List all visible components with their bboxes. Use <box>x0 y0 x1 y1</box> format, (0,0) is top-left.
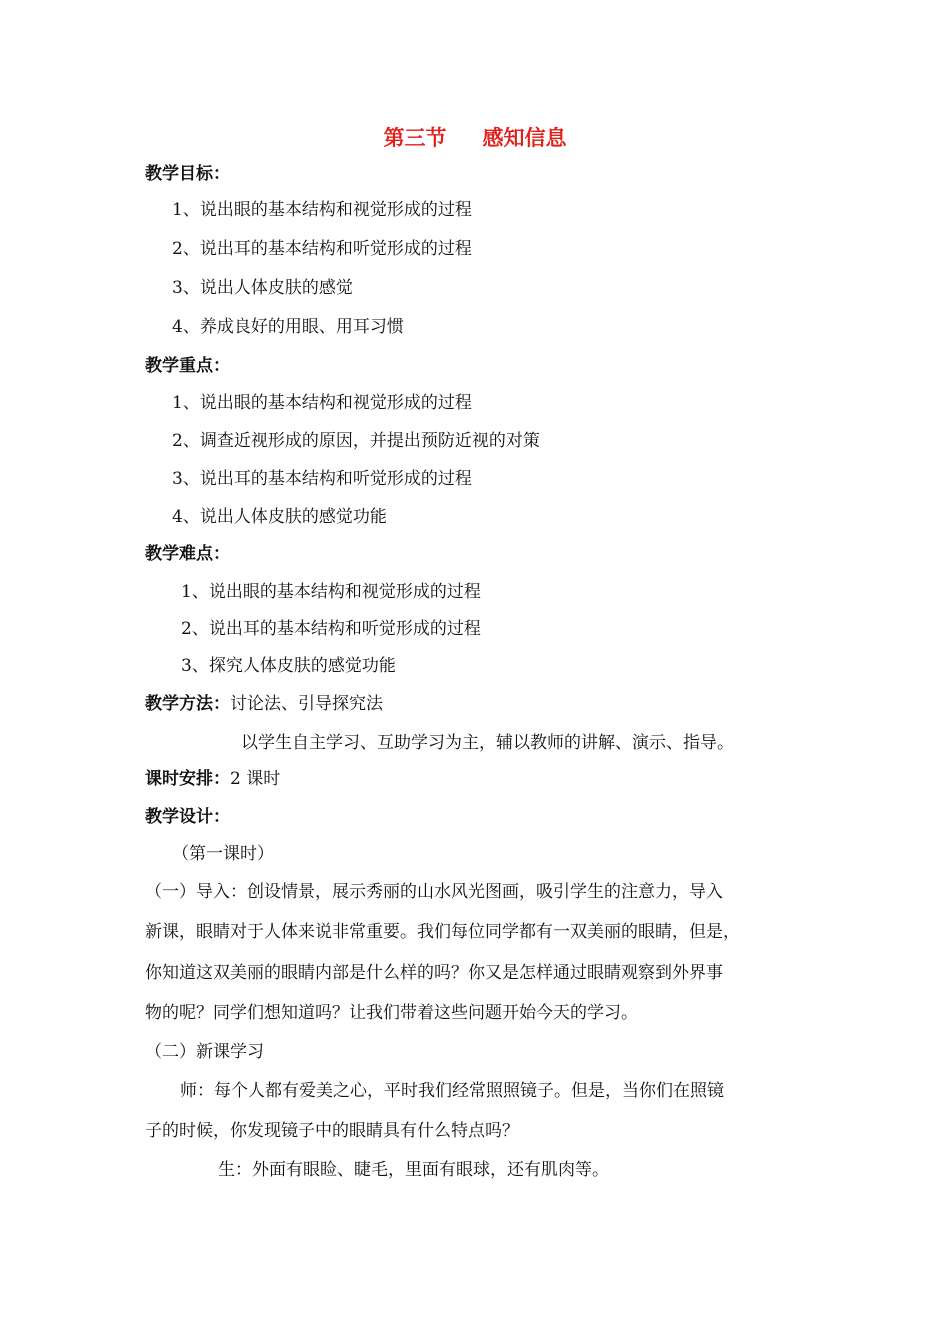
key-point-item: 3、说出耳的基本结构和听觉形成的过程 <box>172 469 472 489</box>
key-point-item: 2、调查近视形成的原因，并提出预防近视的对策 <box>172 431 540 451</box>
methods-note: 以学生自主学习、互助学习为主，辅以教师的讲解、演示、指导。 <box>241 733 734 753</box>
difficulties-heading: 教学难点： <box>145 544 230 564</box>
intro-line: 新课，眼睛对于人体来说非常重要。我们每位同学都有一双美丽的眼睛，但是， <box>145 922 740 942</box>
key-point-item: 1、说出眼的基本结构和视觉形成的过程 <box>172 393 472 413</box>
schedule-row <box>145 767 280 791</box>
difficulty-item: 3、探究人体皮肤的感觉功能 <box>181 656 396 676</box>
methods-heading: 教学方法： <box>145 694 230 714</box>
title-section-number: 第三节 <box>383 126 447 150</box>
objective-item: 4、养成良好的用眼、用耳习惯 <box>172 317 404 337</box>
key-point-item: 4、说出人体皮肤的感觉功能 <box>172 507 387 527</box>
title-section-name: 感知信息 <box>482 126 567 150</box>
intro-line: 物的呢？同学们想知道吗？让我们带着这些问题开始今天的学习。 <box>145 1003 638 1023</box>
new-lesson-heading: （二）新课学习 <box>145 1042 264 1062</box>
schedule-heading: 课时安排： <box>145 769 230 789</box>
intro-line: 你知道这双美丽的眼睛内部是什么样的吗？你又是怎样通过眼睛观察到外界事 <box>145 963 723 983</box>
objective-item: 2、说出耳的基本结构和听觉形成的过程 <box>172 239 472 259</box>
objective-item: 1、说出眼的基本结构和视觉形成的过程 <box>172 200 472 220</box>
schedule-value: 2 课时 <box>230 769 281 789</box>
objectives-heading: 教学目标： <box>145 164 230 184</box>
objective-item: 3、说出人体皮肤的感觉 <box>172 278 353 298</box>
difficulty-item: 2、说出耳的基本结构和听觉形成的过程 <box>181 619 481 639</box>
student-line: 生：外面有眼睑、睫毛，里面有眼球，还有肌肉等。 <box>218 1160 609 1180</box>
teacher-line: 师：每个人都有爱美之心，平时我们经常照照镜子。但是，当你们在照镜 <box>180 1081 724 1101</box>
page-title <box>0 124 950 152</box>
design-heading: 教学设计： <box>145 807 230 827</box>
methods-value: 讨论法、引导探究法 <box>230 694 383 714</box>
intro-line: （一）导入：创设情景，展示秀丽的山水风光图画，吸引学生的注意力，导入 <box>145 882 723 902</box>
teacher-line: 子的时候，你发现镜子中的眼睛具有什么特点吗？ <box>145 1121 519 1141</box>
methods-row <box>145 692 383 716</box>
lesson-label: （第一课时） <box>172 844 274 864</box>
key-points-heading: 教学重点： <box>145 356 230 376</box>
difficulty-item: 1、说出眼的基本结构和视觉形成的过程 <box>181 582 481 602</box>
